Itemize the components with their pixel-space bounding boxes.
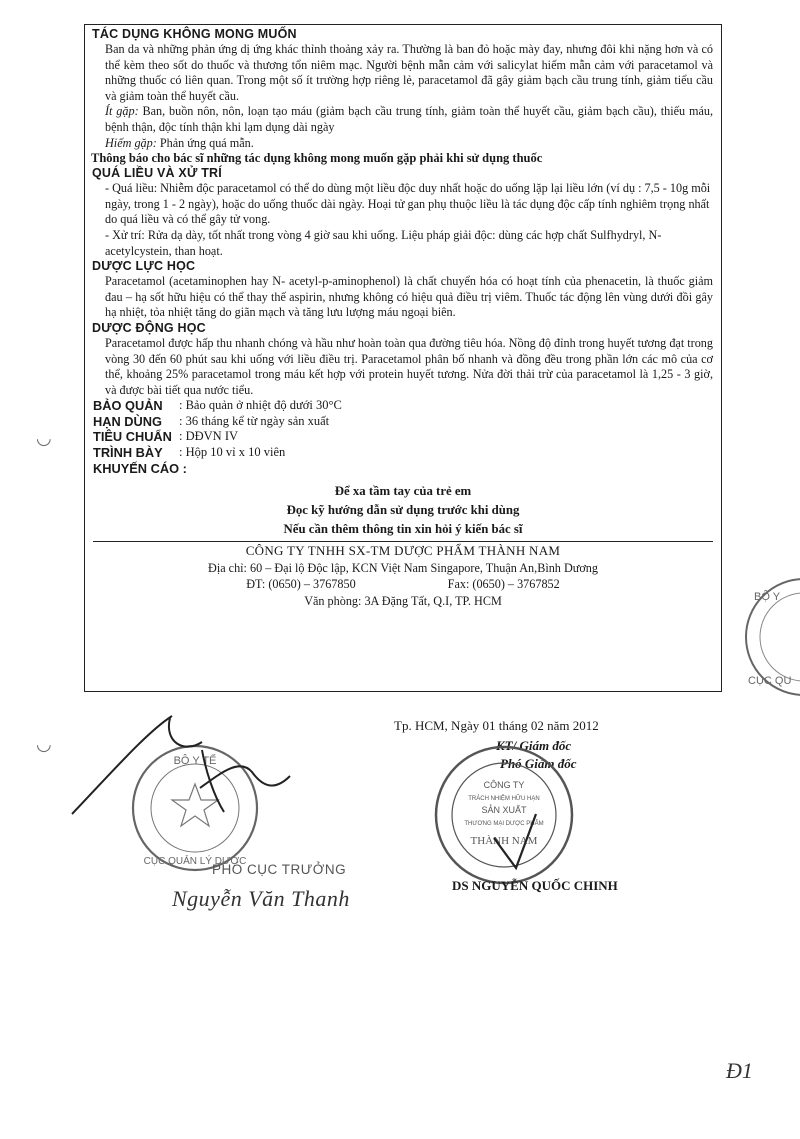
stamp-line: SẢN XUẤT xyxy=(481,805,527,815)
signature-date: Tp. HCM, Ngày 01 tháng 02 năm 2012 xyxy=(394,718,599,733)
warnings-block xyxy=(93,482,713,539)
deputy-director-title: PHÓ CỤC TRƯỞNG xyxy=(212,862,347,877)
company-stamp xyxy=(424,740,584,890)
punch-hole-mark: ◡ xyxy=(36,428,52,448)
punch-hole-mark: ◡ xyxy=(36,734,52,754)
rare-text: Ban, buồn nôn, nôn, loạn tạo máu (giảm bạch cầu trung tính, giảm toàn thể huyết cầu, giảm bạch cầu), thiếu máu, bệnh thận, độc tính thận khi lạm dụng dài ngày xyxy=(105,104,713,134)
deputy-director-name: Nguyễn Văn Thanh xyxy=(172,886,350,911)
overdose-bullet: - Quá liều: Nhiễm độc paracetamol có thể do dùng một liều độc duy nhất hoặc do uống lặp lại liều lớn (ví dụ : 7,5 - 10g mỗi ngày, trong 1 - 2 ngày), hoặc do uống thuốc dài ngày. Hoại tử gan phụ thuộc liều là tác dụng độc cấp tính nghiêm trọng nhất do quá liều và có thể gây tử vong. xyxy=(105,181,711,227)
heading-pharmacokinetics: DƯỢC ĐỘNG HỌC xyxy=(92,320,206,335)
signature-role: KT/ Giám đốc xyxy=(496,738,572,753)
spec-row xyxy=(93,398,713,414)
spec-row xyxy=(93,445,713,461)
company-address: Địa chỉ: 60 – Đại lộ Độc lập, KCN Việt Nam Singapore, Thuận An,Bình Dương xyxy=(208,560,598,575)
stamp-line: THÀNH NAM xyxy=(470,835,538,847)
heading-pharmacodynamics: DƯỢC LỰC HỌC xyxy=(92,259,196,274)
leaflet-frame xyxy=(84,24,722,692)
company-info xyxy=(93,541,713,609)
signature-role-deputy: Phó Giám đốc xyxy=(500,756,577,771)
spec-row xyxy=(93,461,713,477)
spec-value: : 36 tháng kể từ ngày sản xuất xyxy=(179,413,330,428)
specs-list xyxy=(93,398,713,476)
very-rare-text: Phản ứng quá mẫn. xyxy=(156,135,254,150)
treatment-bullet: - Xử trí: Rửa dạ dày, tốt nhất trong vòng 4 giờ sau khi uống. Liệu pháp giải độc: dùng các hợp chất Sulfhydryl, N-acetylcystein, than hoạt. xyxy=(105,227,662,258)
signatory-name: DS NGUYỄN QUỐC CHINH xyxy=(452,878,618,893)
very-rare-effects xyxy=(93,136,713,152)
stamp-line: CÔNG TY xyxy=(483,780,525,790)
stamp-top-text: BỘ Y TẾ xyxy=(173,755,217,767)
company-office: Văn phòng: 3A Đặng Tất, Q.I, TP. HCM xyxy=(304,593,502,608)
svg-text:BỘ Y: BỘ Y xyxy=(754,591,781,603)
warning-line: Nếu cần thêm thông tin xin hỏi ý kiến bác sĩ xyxy=(283,522,523,537)
spec-value: : Hộp 10 vỉ x 10 viên xyxy=(179,445,286,460)
spec-row xyxy=(93,429,713,445)
warning-line: Để xa tầm tay của trẻ em xyxy=(334,484,472,499)
company-name: CÔNG TY TNHH SX-TM DƯỢC PHẨM THÀNH NAM xyxy=(245,543,561,559)
spec-value: : Bảo quản ở nhiệt độ dưới 30°C xyxy=(179,398,342,413)
spec-value: : DĐVN IV xyxy=(179,429,239,444)
pharmacokinetics-paragraph: Paracetamol được hấp thu nhanh chóng và hầu như hoàn toàn qua đường tiêu hóa. Nồng độ đỉnh trong huyết tương đạt trong vòng 30 đến 60 phút sau khi uống với liều điều trị. Paracetamol phân bố nhanh và đồng đều trong phần lớn các mô của cơ thể, khoảng 25% paracetamol trong máu kết hợp với protein huyết tương. Nửa đời thải trừ của paracetamol là 1,25 - 3 giờ, và được bài tiết qua nước tiểu. xyxy=(105,335,713,397)
company-contact xyxy=(93,576,713,593)
spec-key: HẠN DÙNG xyxy=(93,413,162,429)
heading-side-effects: TÁC DỤNG KHÔNG MONG MUỐN xyxy=(92,27,297,41)
spec-key: TIÊU CHUẨN xyxy=(93,429,172,445)
stamp-line: THƯƠNG MẠI DƯỢC PHẨM xyxy=(464,821,544,827)
spec-row xyxy=(93,414,713,430)
svg-text:CỤC QU: CỤC QU xyxy=(748,675,792,687)
spec-key: BẢO QUẢN xyxy=(93,398,163,414)
handwritten-signature xyxy=(52,702,312,832)
pharmacodynamics-paragraph: Paracetamol (acetaminophen hay N- acetyl-p-aminophenol) là chất chuyển hóa có hoạt tính của phenacetin, là thuốc giảm đau – hạ sốt hữu hiệu có thể thay thế aspirin, nhưng không có hiệu quả điều trị viêm. Thuốc tác động lên vùng dưới đồi gây hạ nhiệt, tỏa nhiệt tăng do giãn mạch và tăng lưu lượng máu ngoại biên. xyxy=(105,274,713,320)
stamp-line: TRÁCH NHIỆM HỮU HẠN xyxy=(468,796,540,802)
warning-line: Đọc kỹ hướng dẫn sử dụng trước khi dùng xyxy=(286,503,520,518)
company-fax: Fax: (0650) – 3767852 xyxy=(447,577,560,592)
company-phone: ĐT: (0650) – 3767850 xyxy=(246,577,356,592)
rare-label: Ít gặp: xyxy=(105,104,139,119)
very-rare-label: Hiếm gặp: xyxy=(105,135,157,150)
rare-effects xyxy=(93,104,713,135)
doctor-notice: Thông báo cho bác sĩ những tác dụng không mong muốn gặp phải khi sử dụng thuốc xyxy=(91,151,543,166)
page-number: Đ1 xyxy=(726,1058,753,1083)
heading-overdose: QUÁ LIỀU VÀ XỬ TRÍ xyxy=(92,166,222,181)
spec-key: TRÌNH BÀY xyxy=(93,445,163,461)
stamp-bottom-text: CỤC QUẢN LÝ DƯỢC xyxy=(143,856,247,867)
side-effects-paragraph: Ban da và những phản ứng dị ứng khác thỉnh thoảng xảy ra. Thường là ban đỏ hoặc mày đay, nhưng đôi khi nặng hơn và có thể kèm theo sốt do thuốc và thương tổn niêm mạc. Người bệnh mẫn cảm với salicylat hiếm mẫn cảm với paracetamol và những thuốc có liên quan. Trong một số ít trường hợp riêng lẻ, paracetamol đã gây giảm bạch cầu trung tính, giảm tiểu cầu và giảm toàn thể huyết cầu. xyxy=(105,42,713,103)
spec-key: KHUYẾN CÁO : xyxy=(93,460,187,476)
partial-ministry-stamp xyxy=(736,572,800,702)
